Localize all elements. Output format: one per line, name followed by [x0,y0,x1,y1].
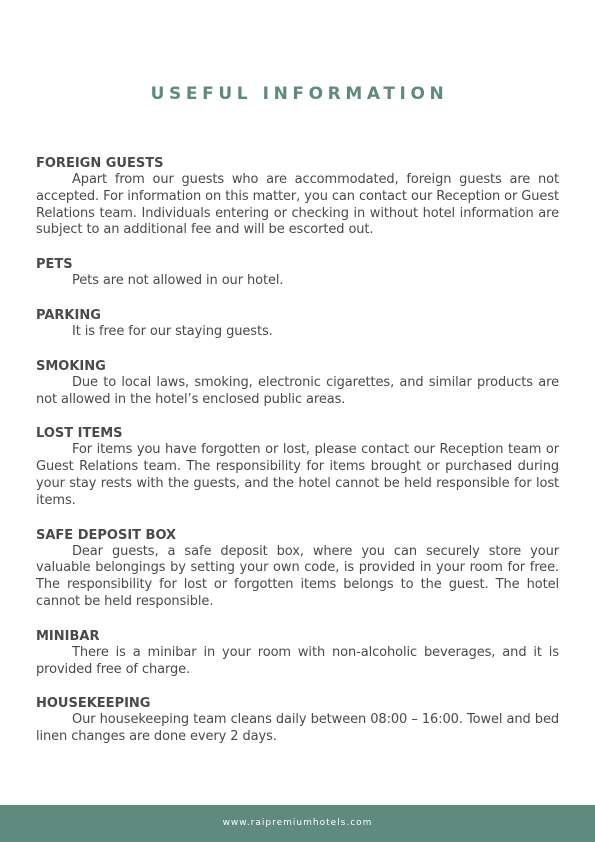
section-smoking [36,358,559,409]
section-body: Our housekeeping team cleans daily between 08:00 – 16:00. Towel and bed linen changes are done every 2 days. [36,712,559,745]
section-body: It is free for our staying guests. [72,323,273,339]
section-heading: PARKING [36,307,101,323]
page-title: USEFUL INFORMATION [150,84,449,104]
section-body: There is a minibar in your room with non-alcoholic beverages, and it is provided free of charge. [36,644,559,677]
section-minibar [36,628,559,679]
section-body: For items you have forgotten or lost, please contact our Reception team or Guest Relations team. The responsibility for items brought or purchased during your stay rests with the guests, and the hotel cannot be held responsible for lost items. [36,442,559,508]
section-pets [36,256,559,290]
section-lost-items [36,425,559,509]
section-body: Dear guests, a safe deposit box, where you can securely store your valuable belongings by setting your own code, is provided in your room for free. The responsibility for lost or forgotten items belongs to the guest. The hotel cannot be held responsible. [36,543,559,609]
section-foreign-guests [36,155,559,239]
section-housekeeping [36,695,559,746]
section-heading: PETS [36,257,73,273]
section-heading: SMOKING [36,358,106,374]
section-parking [36,307,559,341]
section-heading: HOUSEKEEPING [36,696,151,712]
footer-bar [0,805,595,842]
section-safe-deposit-box [36,527,559,611]
footer-website-link[interactable]: www.raipremiumhotels.com [222,818,373,828]
section-heading: MINIBAR [36,628,100,644]
section-heading: FOREIGN GUESTS [36,156,164,171]
section-body: Due to local laws, smoking, electronic cigarettes, and similar products are not allowed in the hotel’s enclosed public areas. [36,374,559,407]
section-body: Apart from our guests who are accommodated, foreign guests are not accepted. For information on this matter, you can contact our Reception or Guest Relations team. Individuals entering or checking in without hotel information are subject to an additional fee and will be escorted out. [36,172,559,238]
section-body: Pets are not allowed in our hotel. [72,273,284,289]
section-heading: SAFE DEPOSIT BOX [36,527,177,543]
section-heading: LOST ITEMS [36,426,123,442]
information-content [36,155,559,763]
